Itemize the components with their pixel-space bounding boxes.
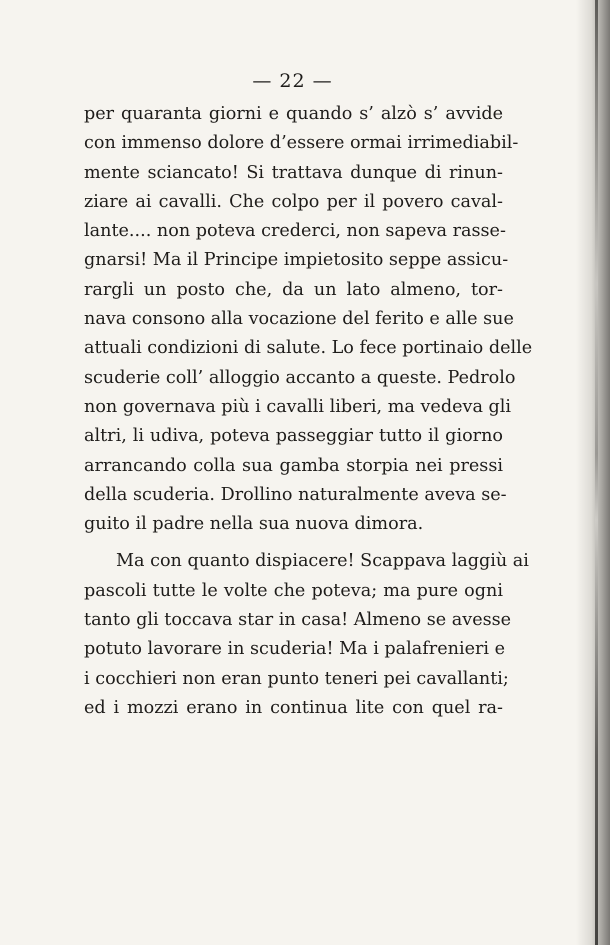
- text-line: non governava più i cavalli liberi, ma vedeva gli: [84, 396, 512, 417]
- text-line: lante.... non poteva crederci, non sapeva rasse-: [84, 221, 506, 242]
- text-line: ed i mozzi erano in continua lite con quel ra-: [84, 697, 503, 718]
- page-number: — 22 —: [252, 70, 333, 92]
- text-line: tanto gli toccava star in casa! Almeno se avesse: [84, 610, 512, 631]
- text-line: arrancando colla sua gamba storpia nei pressi: [84, 455, 503, 476]
- text-line: per quaranta giorni e quando s’ alzò s’ avvide: [84, 104, 503, 124]
- body-text: [84, 100, 533, 723]
- text-line: gnarsi! Ma il Principe impietosito seppe assicu-: [84, 250, 509, 271]
- text-line: ziare ai cavalli. Che colpo per il povero caval-: [84, 191, 503, 212]
- text-line: mente sciancato! Si trattava dunque di rinun-: [84, 162, 503, 183]
- paragraph-2: [84, 547, 529, 723]
- text-line: scuderie coll’ alloggio accanto a queste. Pedrolo: [84, 367, 516, 388]
- text-line: nava consono alla vocazione del ferito e alle sue: [84, 309, 514, 330]
- text-line: guito il padre nella sua nuova dimora.: [84, 514, 424, 535]
- text-line: altri, li udiva, poteva passeggiar tutto il giorno: [84, 426, 503, 447]
- paragraph-gap: [84, 539, 503, 547]
- text-line: rargli un posto che, da un lato almeno, tor-: [84, 279, 503, 300]
- text-line: con immenso dolore d’essere ormai irrimediabil-: [84, 133, 519, 154]
- text-line: Ma con quanto dispiacere! Scappava laggiù ai: [116, 551, 529, 572]
- page-edge-line: [595, 0, 598, 945]
- paragraph-1: [84, 100, 533, 539]
- text-line: pascoli tutte le volte che poteva; ma pure ogni: [84, 580, 503, 601]
- page-edge-shadow: [576, 0, 610, 945]
- text-line: potuto lavorare in scuderia! Ma i palafrenieri e: [84, 639, 506, 660]
- text-line: della scuderia. Drollino naturalmente aveva se-: [84, 484, 507, 505]
- text-line: i cocchieri non eran punto teneri pei cavallanti;: [84, 668, 509, 689]
- text-line: attuali condizioni di salute. Lo fece portinaio delle: [84, 338, 533, 359]
